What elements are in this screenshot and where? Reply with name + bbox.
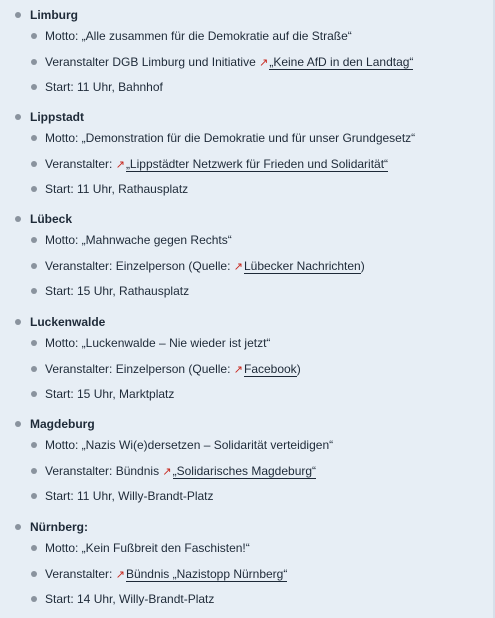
- bullet-icon: [31, 596, 37, 602]
- organizer-prefix: Veranstalter:: [45, 567, 116, 581]
- bullet-icon: [31, 84, 37, 90]
- organizer-link[interactable]: „Lippstädter Netzwerk für Frieden und Solidarität“: [125, 157, 389, 171]
- organizer-prefix: Veranstalter DGB Limburg und Initiative: [45, 55, 260, 69]
- city-name: Nürnberg:: [30, 520, 88, 534]
- bullet-icon: [31, 391, 37, 397]
- bullet-icon: [31, 186, 37, 192]
- external-link-icon: ↗: [233, 261, 243, 273]
- bullet-icon: [31, 33, 37, 39]
- bullet-icon: [31, 161, 37, 167]
- organizer-link[interactable]: „Keine AfD in den Landtag“: [269, 55, 414, 69]
- start-text: Start: 11 Uhr, Rathausplatz: [45, 182, 189, 196]
- start-text: Start: 11 Uhr, Bahnhof: [45, 80, 163, 94]
- bullet-icon: [31, 545, 37, 551]
- bullet-icon: [31, 59, 37, 65]
- city-name: Magdeburg: [30, 417, 95, 431]
- motto-text: Motto: „Nazis Wi(e)dersetzen – Solidarität verteidigen“: [45, 438, 334, 452]
- bullet-icon: [15, 421, 21, 427]
- bullet-icon: [31, 366, 37, 372]
- city-name: Lübeck: [30, 212, 73, 226]
- organizer-text: [45, 360, 301, 379]
- organizer-text: [45, 257, 365, 276]
- bullet-icon: [15, 216, 21, 222]
- organizer-link[interactable]: „Solidarisches Magdeburg“: [172, 464, 317, 478]
- organizer-text: [45, 53, 413, 72]
- start-text: Start: 11 Uhr, Willy-Brandt-Platz: [45, 489, 214, 503]
- bullet-icon: [15, 12, 21, 18]
- organizer-link[interactable]: Lübecker Nachrichten: [243, 259, 361, 273]
- external-link-icon: ↗: [115, 569, 125, 581]
- organizer-suffix: ): [296, 362, 301, 376]
- city-name: Luckenwalde: [30, 315, 106, 329]
- bullet-icon: [31, 237, 37, 243]
- bullet-icon: [15, 114, 21, 120]
- organizer-link[interactable]: Bündnis „Nazistopp Nürnberg“: [125, 567, 288, 581]
- bullet-icon: [15, 524, 21, 530]
- organizer-text: [45, 462, 316, 481]
- organizer-text: [45, 565, 287, 584]
- start-text: Start: 15 Uhr, Rathausplatz: [45, 284, 190, 298]
- motto-text: Motto: „Demonstration für die Demokratie und für unser Grundgesetz“: [45, 131, 416, 145]
- bullet-icon: [31, 263, 37, 269]
- organizer-suffix: ): [360, 259, 365, 273]
- external-link-icon: ↗: [233, 364, 243, 376]
- organizer-prefix: Veranstalter: Bündnis: [45, 464, 163, 478]
- organizer-prefix: Veranstalter:: [45, 157, 116, 171]
- organizer-prefix: Veranstalter: Einzelperson (Quelle:: [45, 362, 234, 376]
- motto-text: Motto: „Alle zusammen für die Demokratie auf die Straße“: [45, 29, 352, 43]
- bullet-icon: [31, 468, 37, 474]
- organizer-text: [45, 155, 388, 174]
- motto-text: Motto: „Luckenwalde – Nie wieder ist jetzt“: [45, 336, 271, 350]
- start-text: Start: 14 Uhr, Willy-Brandt-Platz: [45, 592, 215, 606]
- bullet-icon: [15, 319, 21, 325]
- motto-text: Motto: „Kein Fußbreit den Faschisten!“: [45, 541, 250, 555]
- city-name: Limburg: [30, 8, 78, 22]
- city-name: Lippstadt: [30, 110, 84, 124]
- external-link-icon: ↗: [115, 159, 125, 171]
- organizer-prefix: Veranstalter: Einzelperson (Quelle:: [45, 259, 234, 273]
- external-link-icon: ↗: [259, 57, 269, 69]
- bullet-icon: [31, 135, 37, 141]
- external-link-icon: ↗: [162, 466, 172, 478]
- bullet-icon: [31, 493, 37, 499]
- motto-text: Motto: „Mahnwache gegen Rechts“: [45, 233, 232, 247]
- bullet-icon: [31, 288, 37, 294]
- bullet-icon: [31, 340, 37, 346]
- bullet-icon: [31, 442, 37, 448]
- organizer-link[interactable]: Facebook: [243, 362, 297, 376]
- bullet-icon: [31, 571, 37, 577]
- start-text: Start: 15 Uhr, Marktplatz: [45, 387, 175, 401]
